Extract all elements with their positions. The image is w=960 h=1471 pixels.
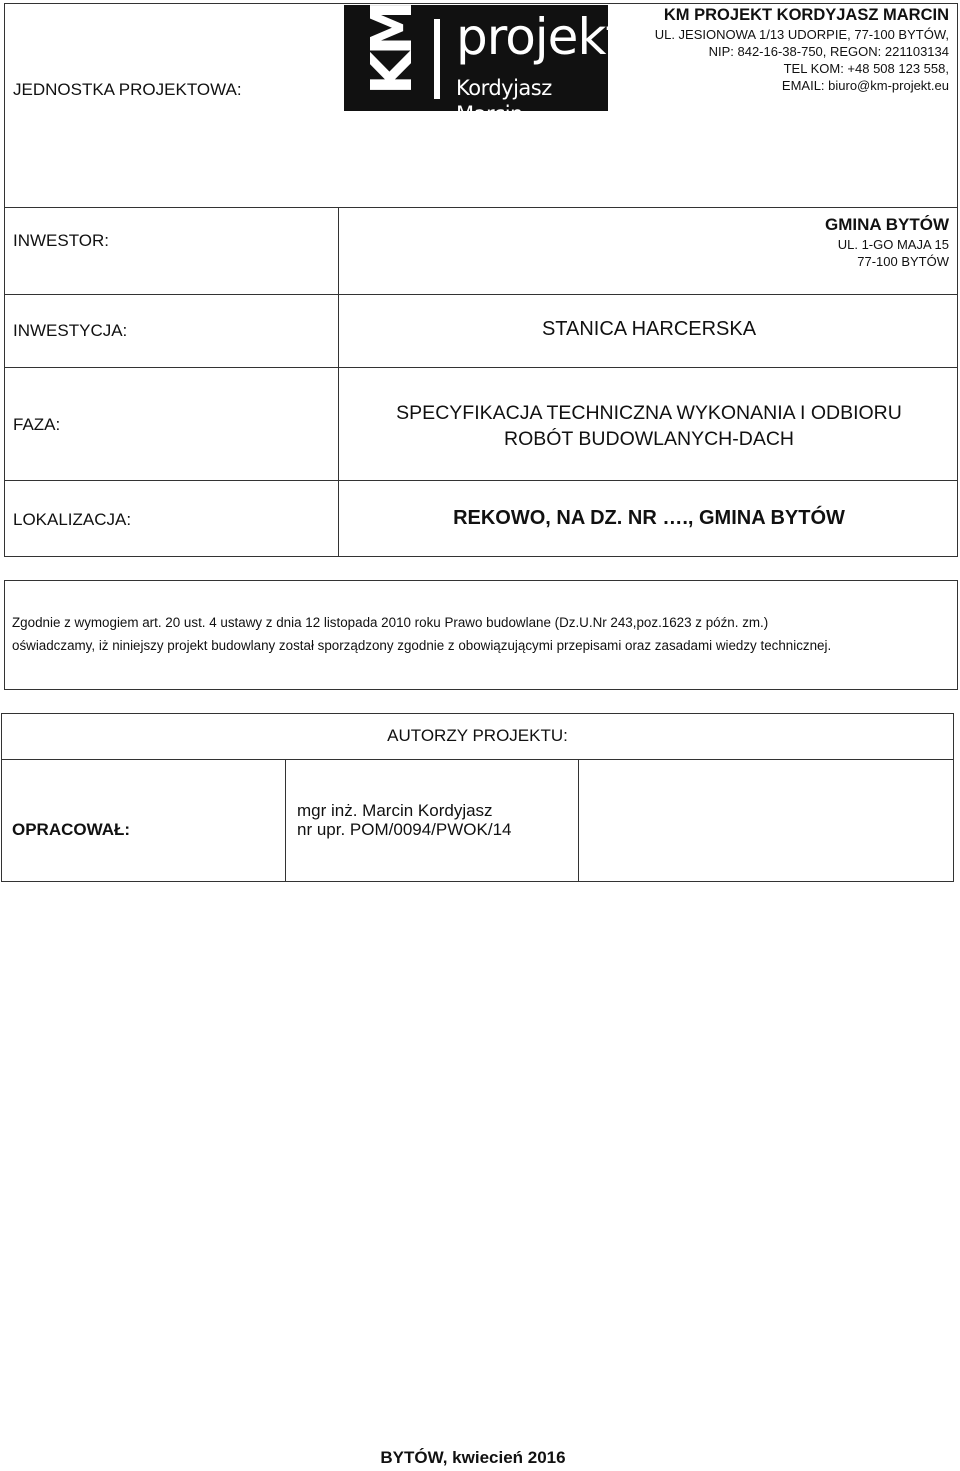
authors-title: AUTORZY PROJEKTU: (387, 726, 568, 745)
phase-line-2: ROBÓT BUDOWLANYCH-DACH (504, 428, 794, 450)
company-phone: TEL KOM: +48 508 123 558, (783, 61, 949, 76)
authors-column-divider-1 (285, 759, 286, 882)
logo-mark: KM (360, 3, 425, 95)
phase-label: FAZA: (13, 415, 61, 434)
logo-subtitle: Kordyjasz Marcin (456, 76, 552, 126)
logo-divider (434, 19, 440, 99)
row-divider-phase (4, 367, 958, 368)
location-label: LOKALIZACJA: (13, 510, 132, 529)
author-role-label: OPRACOWAŁ: (12, 820, 131, 839)
investor-city: 77-100 BYTÓW (857, 254, 949, 269)
investor-details (549, 214, 949, 270)
declaration-line-1: Zgodnie z wymogiem art. 20 ust. 4 ustawy z dnia 12 listopada 2010 roku Prawo budowlane (Dz.U.Nr 243,poz.1623 z późn. zm.) (12, 615, 769, 630)
place-and-date: BYTÓW, kwiecień 2016 (380, 1448, 566, 1467)
author-details (297, 801, 511, 839)
phase-value (340, 400, 958, 452)
investor-street: UL. 1-GO MAJA 15 (837, 237, 949, 252)
company-name: KM PROJEKT KORDYJASZ MARCIN (663, 6, 949, 24)
author-signature-cell (580, 761, 952, 880)
row-divider-investor (4, 207, 958, 208)
location-value: REKOWO, NA DZ. NR …., GMINA BYTÓW (453, 507, 845, 529)
row-divider-investment (4, 294, 958, 295)
logo-wordmark: projekt (456, 8, 624, 66)
authors-column-divider-2 (578, 759, 579, 882)
title-block-column-divider (338, 208, 339, 557)
investor-label: INWESTOR: (13, 231, 110, 250)
declaration-text (12, 611, 952, 657)
investment-label: INWESTYCJA: (13, 321, 128, 340)
company-address: UL. JESIONOWA 1/13 UDORPIE, 77-100 BYTÓW, (654, 27, 949, 42)
phase-line-1: SPECYFIKACJA TECHNICZNA WYKONANIA I ODBIORU (396, 402, 902, 424)
authors-header-divider (1, 759, 954, 760)
company-info (629, 5, 949, 94)
design-unit-label: JEDNOSTKA PROJEKTOWA: (13, 80, 242, 99)
investor-name: GMINA BYTÓW (824, 215, 949, 234)
company-email: EMAIL: biuro@km-projekt.eu (781, 78, 949, 93)
row-divider-location (4, 480, 958, 481)
declaration-line-2: oświadczamy, iż niniejszy projekt budowlany został sporządzony zgodnie z obowiązującymi przepisami oraz zasadami wiedzy technicznej. (12, 638, 832, 653)
author-license: nr upr. POM/0094/PWOK/14 (297, 820, 512, 839)
author-name: mgr inż. Marcin Kordyjasz (297, 801, 493, 820)
company-tax-ids: NIP: 842-16-38-750, REGON: 221103134 (708, 44, 949, 59)
investment-value: STANICA HARCERSKA (541, 318, 757, 340)
company-logo (344, 3, 624, 126)
